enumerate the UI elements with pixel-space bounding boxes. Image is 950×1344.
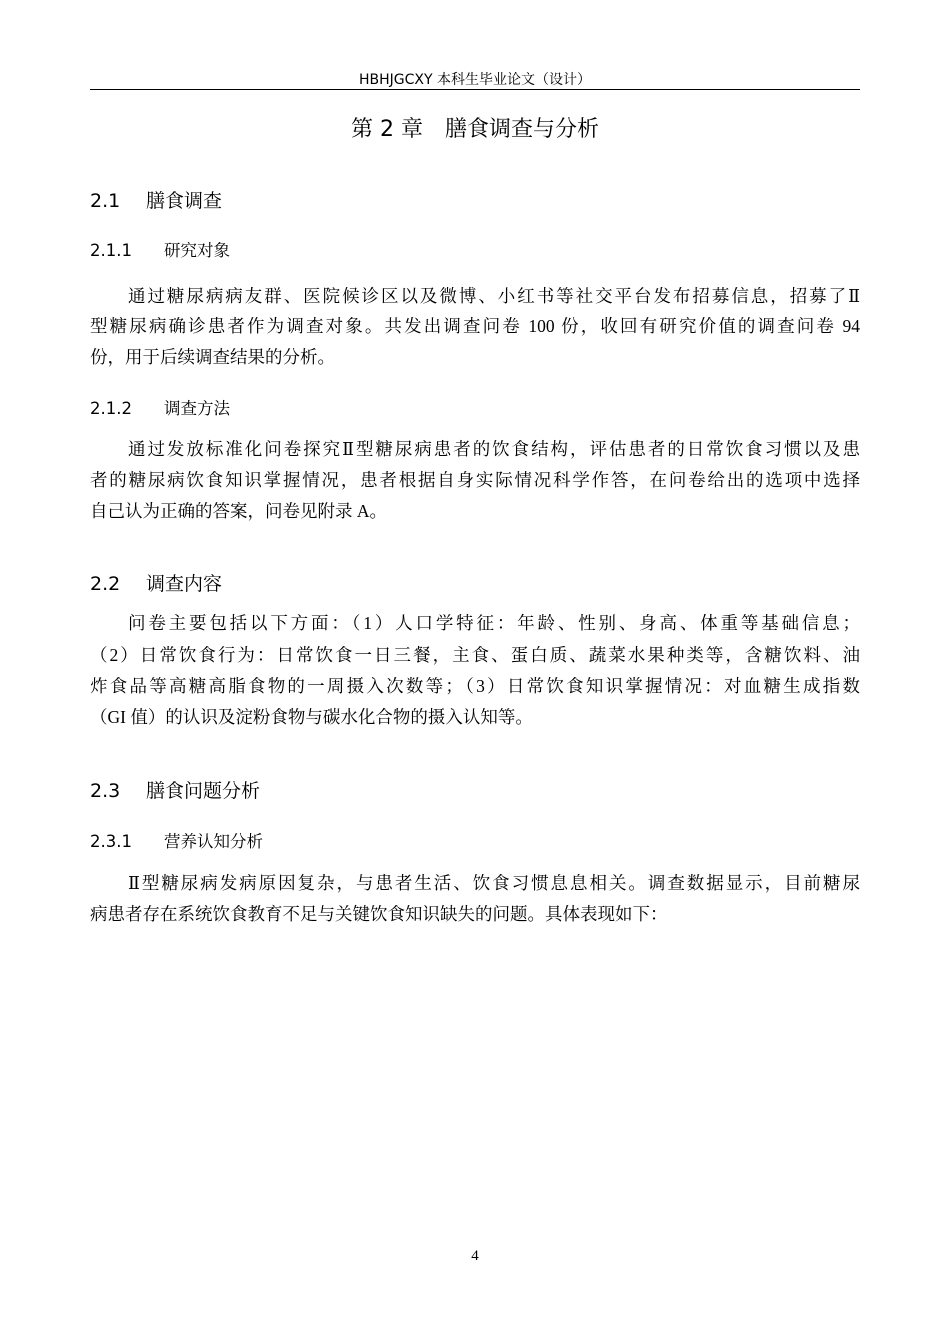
heading-number: 2.1.2 xyxy=(90,399,132,418)
paragraph-line: 份，用于后续调查结果的分析。 xyxy=(90,347,335,367)
running-header: HBHJGCXY 本科生毕业论文（设计） xyxy=(358,72,591,88)
heading-2-1-1 xyxy=(90,236,230,266)
heading-2-2 xyxy=(90,569,222,599)
paragraph-line: 炸食品等高糖高脂食物的一周摄入次数等；（3）日常饮食知识掌握情况：对血糖生成指数 xyxy=(90,676,860,696)
page-number: 4 xyxy=(471,1248,479,1264)
heading-number: 2.3 xyxy=(90,780,121,802)
paragraph-line: 病患者存在系统饮食教育不足与关键饮食知识缺失的问题。具体表现如下： xyxy=(90,904,668,924)
header-rule xyxy=(90,89,860,90)
heading-text: 营养认知分析 xyxy=(164,832,263,851)
paragraph-line: 问卷主要包括以下方面：（1）人口学特征：年龄、性别、身高、体重等基础信息； xyxy=(128,613,860,633)
heading-2-3 xyxy=(90,776,260,806)
heading-2-1-2 xyxy=(90,394,230,424)
heading-text: 调查内容 xyxy=(146,573,223,595)
chapter-title: 第 2 章 膳食调查与分析 xyxy=(351,117,599,142)
heading-number: 2.1 xyxy=(90,190,121,212)
paragraph-line: （GI 值）的认识及淀粉食物与碳水化合物的摄入认知等。 xyxy=(90,707,533,727)
heading-text: 膳食调查 xyxy=(146,190,223,212)
paragraph-line: 者的糖尿病饮食知识掌握情况，患者根据自身实际情况科学作答，在问卷给出的选项中选择 xyxy=(90,470,860,490)
paragraph-line: 自己认为正确的答案，问卷见附录 A。 xyxy=(90,501,388,521)
heading-text: 研究对象 xyxy=(164,241,230,260)
heading-2-3-1 xyxy=(90,827,263,857)
heading-number: 2.2 xyxy=(90,573,121,595)
heading-number: 2.1.1 xyxy=(90,241,132,260)
paragraph-line: 通过发放标准化问卷探究Ⅱ型糖尿病患者的饮食结构，评估患者的日常饮食习惯以及患 xyxy=(128,439,860,459)
paragraph-line: 型糖尿病确诊患者作为调查对象。共发出调查问卷 100 份，收回有研究价值的调查问卷 94 xyxy=(90,316,860,336)
heading-text: 调查方法 xyxy=(164,399,230,418)
paragraph-line: Ⅱ型糖尿病发病原因复杂，与患者生活、饮食习惯息息相关。调查数据显示，目前糖尿 xyxy=(128,873,860,893)
heading-number: 2.3.1 xyxy=(90,832,132,851)
paragraph-line: 通过糖尿病病友群、医院候诊区以及微博、小红书等社交平台发布招募信息，招募了Ⅱ xyxy=(128,286,860,306)
heading-2-1 xyxy=(90,186,222,216)
paragraph-line: （2）日常饮食行为：日常饮食一日三餐，主食、蛋白质、蔬菜水果种类等，含糖饮料、油 xyxy=(90,645,860,665)
heading-text: 膳食问题分析 xyxy=(146,780,261,802)
